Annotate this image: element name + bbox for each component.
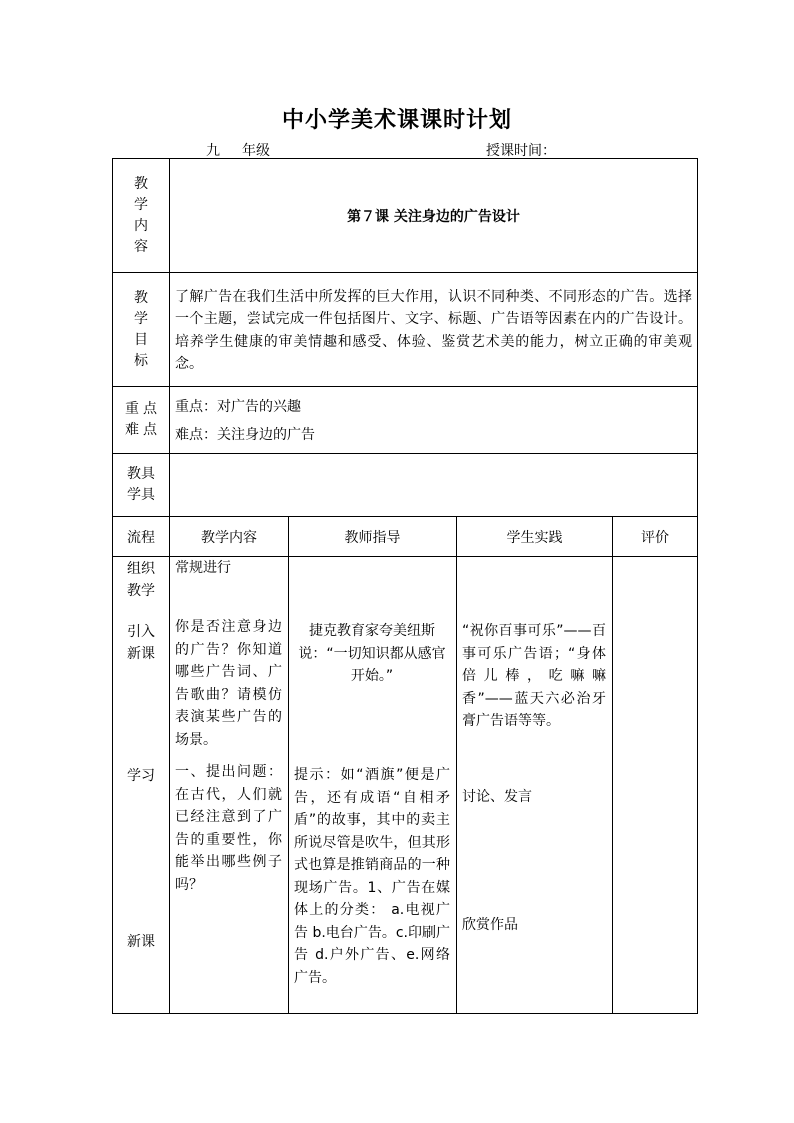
page-title: 中小学美术课课时计划 <box>281 107 512 133</box>
header-teacher-guidance: 教师指导 <box>289 517 457 557</box>
row-tools <box>113 454 698 517</box>
row-keypoints <box>113 387 698 454</box>
content-question: 一、提出问题：在古代，人们就已经注意到了广告的重要性，你能举出哪些例子吗？ <box>175 764 282 893</box>
stage-organize: 组织 教学 <box>127 561 155 599</box>
lesson-title: 第７课 关注身边的广告设计 <box>170 159 698 273</box>
header-student-practice: 学生实践 <box>457 517 613 557</box>
row-teaching-goals <box>113 273 698 387</box>
stage-intro: 引入 新课 <box>127 624 155 662</box>
content-intro: 你是否注意身边的广告？你知道哪些广告词、广告歌曲？请模仿表演某些广告的场景。 <box>175 619 282 748</box>
grade-line <box>206 140 270 160</box>
teaching-goals-text: 了解广告在我们生活中所发挥的巨大作用，认识不同种类、不同形态的广告。选择一个主题，尝试完成一件包括图片、文字、标题、广告语等因素在内的广告设计。培养学生健康的审美情趣和感受、体验、鉴赏艺术美的能力，树立正确的审美观念。 <box>170 273 698 387</box>
student-cell <box>457 557 613 1014</box>
lesson-plan-table <box>112 158 698 1014</box>
label-keypoints: 重点 难点 <box>113 387 170 454</box>
teaching-time-label: 授课时间： <box>486 143 556 159</box>
difficulty-point: 难点：关注身边的广告 <box>175 427 315 443</box>
process-header-row <box>113 517 698 557</box>
teacher-hint: 提示：如“酒旗”便是广告，还有成语“自相矛盾”的故事，其中的卖主所说尽管是吹牛，但其形式也算是推销商品的一种现场广告。1、广告在媒体上的分类： a.电视广告 b.电台广告。c.印刷广告 d.户外广告、e.网络广告。 <box>294 767 450 986</box>
tools-cell <box>170 454 698 517</box>
student-discuss: 讨论、发言 <box>462 789 532 805</box>
header-evaluation: 评价 <box>613 517 698 557</box>
label-tools: 教具 学具 <box>113 454 170 517</box>
grade-value: 九 <box>206 143 220 159</box>
stage-new-lesson: 新课 <box>127 934 155 950</box>
stages-cell <box>113 557 170 1014</box>
student-examples: “祝你百事可乐”——百事可乐广告语；“身体倍儿棒，吃嘛嘛香”——蓝天六必治牙膏广告语等等。 <box>462 623 606 729</box>
header-teaching-content: 教学内容 <box>170 517 289 557</box>
grade-label: 年级 <box>242 143 270 159</box>
key-point: 重点：对广告的兴趣 <box>175 399 301 415</box>
keypoints-cell <box>170 387 698 454</box>
teacher-cell <box>289 557 457 1014</box>
row-teaching-content <box>113 159 698 273</box>
label-teaching-goals: 教 学 目 标 <box>113 273 170 387</box>
content-routine: 常规进行 <box>175 560 231 576</box>
header-process: 流程 <box>113 517 170 557</box>
stage-learn: 学习 <box>127 768 155 784</box>
teacher-quote: 捷克教育家夸美纽斯说：“一切知识都从感官开始。” <box>298 623 446 684</box>
student-appreciate: 欣赏作品 <box>462 917 518 933</box>
evaluation-cell <box>613 557 698 1014</box>
label-teaching-content: 教 学 内 容 <box>113 159 170 273</box>
process-body-row <box>113 557 698 1014</box>
content-cell <box>170 557 289 1014</box>
